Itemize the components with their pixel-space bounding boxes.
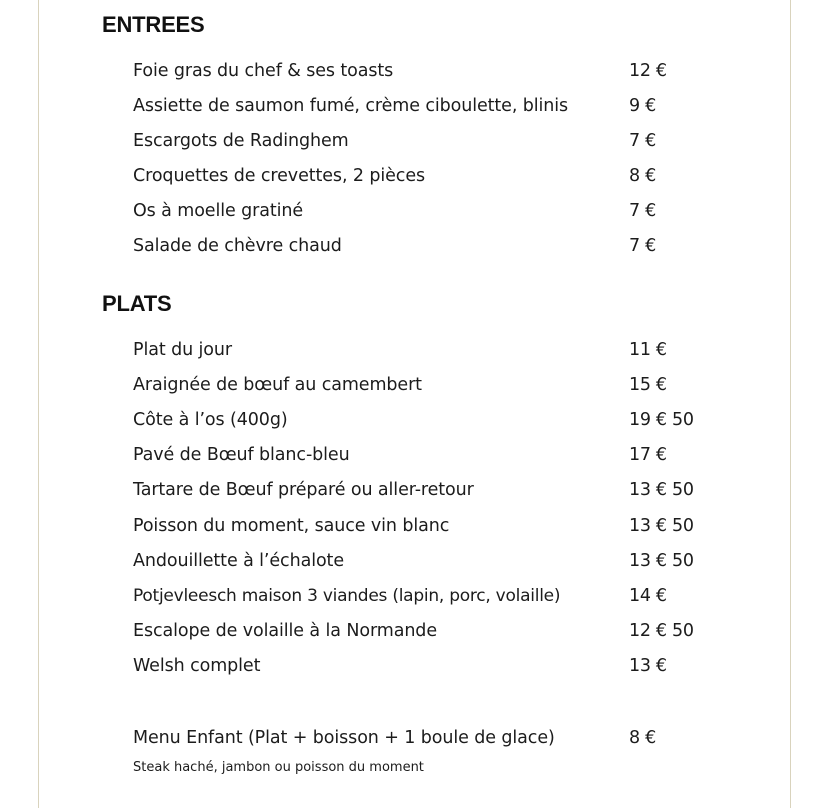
page-border-left [38,0,39,808]
menu-enfant-item [133,726,693,750]
menu-item-name: Assiette de saumon fumé, crème ciboulette, blinis [133,96,569,116]
menu-item-name: Welsh complet [133,656,261,676]
menu-item-price: 12 € [629,61,667,81]
menu-item [133,549,693,573]
menu-item [133,408,693,432]
menu-item-name: Côte à l’os (400g) [133,410,288,430]
menu-item-price: 15 € [629,375,667,395]
menu-item-name: Escalope de volaille à la Normande [133,621,437,641]
menu-item-price: 17 € [629,445,667,465]
menu-item [133,654,693,678]
menu-item-price: 13 € 50 [629,551,694,571]
section-title-entrees: ENTREES [102,12,205,37]
menu-item-name: Tartare de Bœuf préparé ou aller-retour [133,480,474,500]
menu-item-price: 8 € [629,166,656,186]
menu-item [133,338,693,362]
menu-item [133,443,693,467]
menu-item-name: Pavé de Bœuf blanc-bleu [133,445,350,465]
menu-item-name: Potjevleesch maison 3 viandes (lapin, porc, volaille) [133,586,561,606]
menu-item-price: 7 € [629,236,656,256]
menu-item-price: 14 € [629,586,667,606]
menu-item [133,59,693,83]
menu-item [133,164,693,188]
menu-item-price: 7 € [629,131,656,151]
menu-item [133,514,693,538]
menu-item-price: 13 € [629,656,667,676]
menu-item-name: Poisson du moment, sauce vin blanc [133,516,450,536]
menu-item-name: Plat du jour [133,340,232,360]
menu-enfant-price: 8 € [629,728,656,748]
menu-item-price: 12 € 50 [629,621,694,641]
menu-item-price: 9 € [629,96,656,116]
menu-item-name: Araignée de bœuf au camembert [133,375,422,395]
menu-item-price: 13 € 50 [629,516,694,536]
menu-item-name: Croquettes de crevettes, 2 pièces [133,166,426,186]
menu-item [133,373,693,397]
menu-item-name: Escargots de Radinghem [133,131,349,151]
menu-item-price: 7 € [629,201,656,221]
menu-enfant-details: Steak haché, jambon ou poisson du moment [133,760,424,775]
menu-item [133,584,693,608]
section-title-plats: PLATS [102,291,172,316]
menu-item [133,129,693,153]
menu-enfant-name: Menu Enfant (Plat + boisson + 1 boule de glace) [133,728,555,748]
menu-item-name: Foie gras du chef & ses toasts [133,61,394,81]
menu-item-price: 11 € [629,340,667,360]
menu-item [133,478,693,502]
menu-item-price: 19 € 50 [629,410,694,430]
page-border-right [790,0,791,808]
menu-item [133,94,693,118]
menu-item-price: 13 € 50 [629,480,694,500]
menu-item [133,234,693,258]
menu-item [133,199,693,223]
menu-item [133,619,693,643]
menu-item-name: Os à moelle gratiné [133,201,304,221]
menu-item-name: Salade de chèvre chaud [133,236,342,256]
menu-item-name: Andouillette à l’échalote [133,551,344,571]
